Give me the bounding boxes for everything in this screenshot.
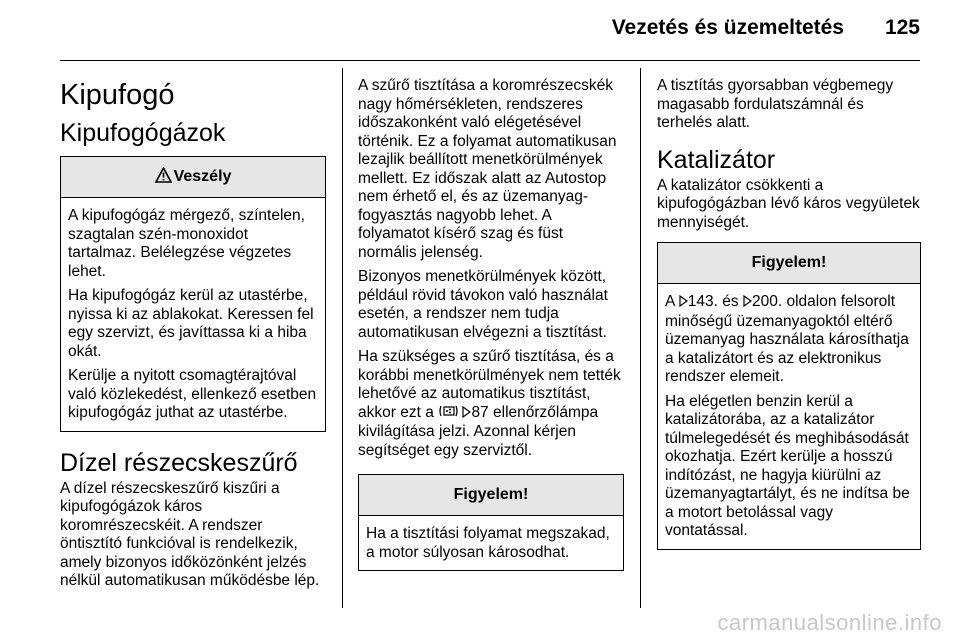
page-reference-icon <box>743 294 752 313</box>
column-3 <box>657 77 921 556</box>
col3-paragraph-2: A katalizátor csökkenti a kipufogógázban lévő káros vegyületek mennyiségét. <box>657 176 920 231</box>
header-rule <box>60 60 920 61</box>
page-header <box>0 0 960 62</box>
col2-paragraph-3-start: Ha szükséges a szűrő tisztítása, és a korábbi menetkörülmények nem tették lehetővé az automatikus tisztítást, akkor ezt a <box>358 348 621 421</box>
col2-paragraph-3 <box>358 348 624 460</box>
notice-box-col2-body <box>359 516 623 570</box>
page-reference-icon <box>679 294 688 313</box>
notice-col3-ref1: 143. <box>687 293 718 310</box>
danger-paragraph-3: Kerülje a nyitott csomagtérajtóval való közlekedést, ellenkező esetben kipufogógáz juthat az utastérbe. <box>68 367 317 421</box>
notice-col3-p1-start: A <box>665 293 675 310</box>
notice-col2-text: Ha a tisztítási folyamat megszakad, a motor súlyosan károsodhat. <box>366 525 610 561</box>
section-title: Vezetés és üzemeltetés <box>611 16 844 39</box>
col2-paragraph-1: A szűrő tisztítása a koromrészecskék nagy hőmérsékleten, rendszeres időszakonként való elégetésével történik. Ez a folyamat automatikusan lezajlik beállított menetkörülmények mellett. Ez időszak alatt az Autostop nem érhető el, és az üzemanyag-fogyasztás nagyobb lehet. A folyamatot kísérő szag és füst normális jelenség. <box>358 77 617 261</box>
danger-box-header <box>61 157 325 198</box>
notice-box-col2 <box>358 474 624 571</box>
notice-box-col3-body <box>658 284 920 549</box>
notice-box-col3 <box>657 242 921 550</box>
watermark: carmanualsonline.info <box>717 610 942 635</box>
notice-col3-ref2: 200. <box>751 293 783 310</box>
col3-paragraph-1: A tisztítás gyorsabban végbemegy magasabb fordulatszámnál és terhelés alatt. <box>657 77 894 131</box>
column-divider-2 <box>640 68 641 608</box>
danger-paragraph-2: Ha kipufogógáz kerül az utastérbe, nyissa ki az ablakokat. Keressen fel egy szervizt, és javíttassa ki a hiba okát. <box>68 287 314 360</box>
notice-box-col3-header: Figyelem! <box>658 243 920 284</box>
notice-col3-paragraph-1 <box>665 293 913 387</box>
warning-triangle-icon <box>155 159 172 199</box>
col2-ref-page: 87 <box>471 403 489 421</box>
notice-box-col2-header: Figyelem! <box>359 475 623 516</box>
danger-paragraph-1: A kipufogógáz mérgező, színtelen, szagtalan szén-monoxidot tartalmaz. Belélegzése végzetes lehet. <box>68 207 305 280</box>
col2-paragraph-3-end: ellenőrzőlámpa kivilágítása jelzi. Azonnal kérjen segítséget egy szerviztől. <box>358 403 599 459</box>
page-number: 125 <box>884 16 920 39</box>
heading-dpf: Dízel részecskeszűrő <box>60 448 298 477</box>
notice-col3-p1-end: oldalon felsorolt minőségű üzemanyagoktól eltérő üzemanyag használata károsíthatja a katalizátort és az elektronikus rendszer elemeit. <box>665 293 909 385</box>
col2-paragraph-2: Bizonyos menetkörülmények között, például rövid távokon való használat esetén, a rendszer nem tudja automatikusan elvégezni a tisztítást. <box>358 268 608 341</box>
heading-katalizator: Katalizátor <box>657 145 776 174</box>
heading-kipufogogazok: Kipufogógázok <box>60 119 226 147</box>
notice-col3-p1-mid: és <box>722 293 739 310</box>
column-divider-1 <box>342 68 343 608</box>
column-1 <box>60 72 326 597</box>
column-2 <box>358 77 624 577</box>
danger-box-body <box>61 198 325 431</box>
notice-col3-paragraph-2: Ha elégetlen benzin kerül a katalizátorába, az a katalizátor túlmelegedését és meghibásodását okozhatja. Ezért kerülje a hosszú indítózást, ne hagyja kiürülni az üzemanyagtartályt, és ne indítsa be a motort betolással vagy vontatással. <box>665 392 910 539</box>
danger-box <box>60 156 326 432</box>
dpf-paragraph: A dízel részecskeszűrő kiszűri a kipufogógázok káros koromrészecskéit. A rendszer öntisztító funkcióval is rendelkezik, amely bizonyos időközönként jelzés nélkül automatikusan működésbe lép. <box>60 479 320 589</box>
danger-box-title: Veszély <box>173 168 232 185</box>
heading-kipufogo: Kipufogó <box>60 79 175 111</box>
dpf-warning-lamp-icon <box>438 404 458 424</box>
